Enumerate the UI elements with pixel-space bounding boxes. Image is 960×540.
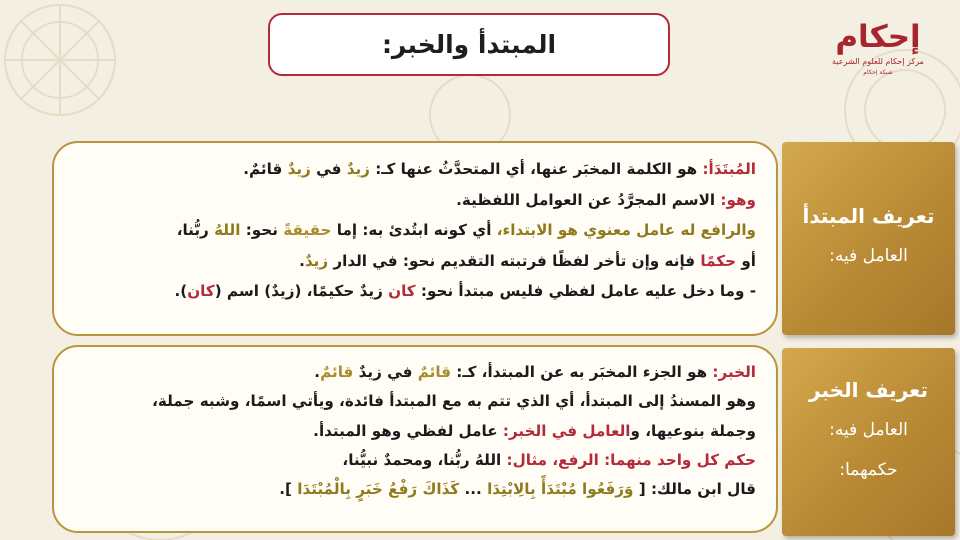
mubtada-panel <box>52 141 778 336</box>
khabar-side-sub-2: حكمهما: <box>839 460 898 480</box>
mubtada-line-3: والرافع له عامل معنوي هو الابتداء، أي كونه ابتُدئ به: إما حقيقةً نحو: اللهُ ربُّنا، <box>176 221 756 239</box>
mubtada-line-2: وهو: الاسم المجرَّدُ عن العوامل اللفظية. <box>456 190 756 209</box>
mubtada-line-4: أو حكمًا فإنه وإن تأخر لفظًا فرتبته التقديم نحو: في الدار زيدٌ. <box>299 251 756 270</box>
khabar-line-4: حكم كل واحد منهما: الرفع، مثال: اللهُ ربُّنا، ومحمدٌ نبيُّنا، <box>342 450 756 469</box>
page-title: المبتدأ والخبر: <box>381 30 557 59</box>
khabar-side-label <box>782 348 955 536</box>
khabar-line-1: الخبر: هو الجزء المخبَر به عن المبتدأ، كـ: قائمٌ في زيدٌ قائمٌ. <box>314 363 756 381</box>
page-title-box <box>268 13 670 76</box>
mubtada-side-label <box>782 142 955 335</box>
mubtada-line-1: المُبتَدَأ: هو الكلمة المخبَر عنها، أي المتحدَّثُ عنها كـ: زيدٌ في زيدٌ قائمٌ. <box>243 160 756 178</box>
logo <box>826 18 930 100</box>
khabar-side-title: تعريف الخبر <box>809 378 928 402</box>
logo-subtitle: مركز إحكام للعلوم الشرعية <box>832 57 924 66</box>
khabar-line-5: قال ابن مالك: [ وَرَفَعُوا مُبْتَدَأً بِالِابْتِدَا ... كَذَاكَ رَفْعُ خَبَرٍ بِالْمُبْتَدَا ]. <box>279 480 756 499</box>
khabar-panel <box>52 345 778 533</box>
logo-name: إحكام <box>835 19 921 55</box>
mubtada-side-sub: العامل فيه: <box>829 246 908 266</box>
khabar-line-3: وجملة بنوعيها، والعامل في الخبر: عامل لفظي وهو المبتدأ. <box>313 421 756 440</box>
mubtada-line-5: - وما دخل عليه عامل لفظي فليس مبتدأ نحو: كان زيدٌ حكيمًا، (زيدٌ) اسم (كان). <box>174 282 756 300</box>
khabar-side-sub-1: العامل فيه: <box>829 420 908 440</box>
mubtada-side-title: تعريف المبتدأ <box>802 204 935 228</box>
khabar-line-2: وهو المسندُ إلى المبتدأ، أي الذي تتم به مع المبتدأ فائدة، ويأتي اسمًا، وشبه جملة، <box>152 392 756 411</box>
logo-small-text: شبكة إحكام <box>863 69 893 76</box>
